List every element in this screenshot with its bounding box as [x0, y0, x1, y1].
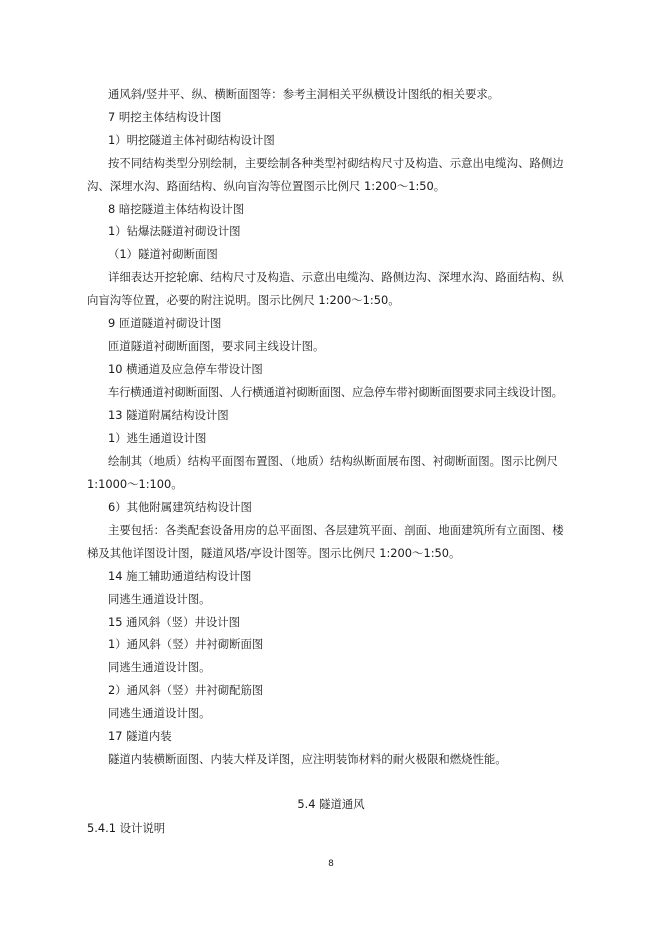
text-line: 绘制其（地质）结构平面图布置图、（地质）结构纵断面展布图、衬砌断面图。图示比例尺 [108, 454, 558, 468]
page-number: 8 [328, 859, 334, 869]
heading-line: 1）钻爆法隧道衬砌设计图 [108, 224, 241, 238]
text-line: 匝道隧道衬砌断面图，要求同主线设计图。 [108, 339, 325, 353]
text-line: 同逃生通道设计图。 [108, 592, 211, 606]
heading-line: 15 通风斜（竖）井设计图 [108, 615, 241, 629]
heading-line: 8 暗挖隧道主体结构设计图 [108, 202, 245, 216]
text-line: 通风斜/竖井平、纵、横断面图等：参考主洞相关平纵横设计图纸的相关要求。 [108, 87, 500, 101]
heading-line: 1）逃生通道设计图 [108, 431, 207, 445]
text-line: 沟、深埋水沟、路面结构、纵向盲沟等位置图示比例尺 1:200～1:50。 [87, 179, 446, 193]
section-title: 5.4 隧道通风 [297, 797, 365, 811]
heading-line: 17 隧道内装 [108, 729, 172, 743]
text-line: 梯及其他详图设计图，隧道风塔/亭设计图等。图示比例尺 1:200～1:50。 [87, 546, 461, 560]
heading-line: 7 明挖主体结构设计图 [108, 110, 222, 124]
heading-line: 14 施工辅助通道结构设计图 [108, 569, 252, 583]
text-line: 按不同结构类型分别绘制，主要绘制各种类型衬砌结构尺寸及构造、示意出电缆沟、路侧边 [108, 156, 564, 170]
heading-line: 1）明挖隧道主体衬砌结构设计图 [108, 133, 275, 147]
heading-line: 9 匝道隧道衬砌设计图 [108, 316, 222, 330]
heading-line: 13 隧道附属结构设计图 [108, 408, 229, 422]
text-line: 同逃生通道设计图。 [108, 706, 211, 720]
text-line: 同逃生通道设计图。 [108, 660, 211, 674]
heading-line: （1）隧道衬砌断面图 [108, 247, 218, 261]
text-line: 主要包括：各类配套设备用房的总平面图、各层建筑平面、剖面、地面建筑所有立面图、楼 [108, 523, 564, 537]
heading-line: 2）通风斜（竖）井衬砌配筋图 [108, 683, 264, 697]
heading-line: 10 横通道及应急停车带设计图 [108, 362, 263, 376]
text-line: 详细表达开挖轮廓、结构尺寸及构造、示意出电缆沟、路侧边沟、深埋水沟、路面结构、纵 [108, 270, 564, 284]
subsection-title: 5.4.1 设计说明 [87, 821, 166, 835]
text-line: 1:1000～1:100。 [87, 477, 183, 491]
text-line: 隧道内装横断面图、内装大样及详图，应注明装饰材料的耐火极限和燃烧性能。 [108, 752, 507, 766]
text-line: 车行横通道衬砌断面图、人行横通道衬砌断面图、应急停车带衬砌断面图要求同主线设计图。 [108, 385, 563, 399]
text-line: 向盲沟等位置，必要的附注说明。图示比例尺 1:200～1:50。 [87, 293, 400, 307]
heading-line: 1）通风斜（竖）井衬砌断面图 [108, 637, 264, 651]
heading-line: 6）其他附属建筑结构设计图 [108, 500, 252, 514]
